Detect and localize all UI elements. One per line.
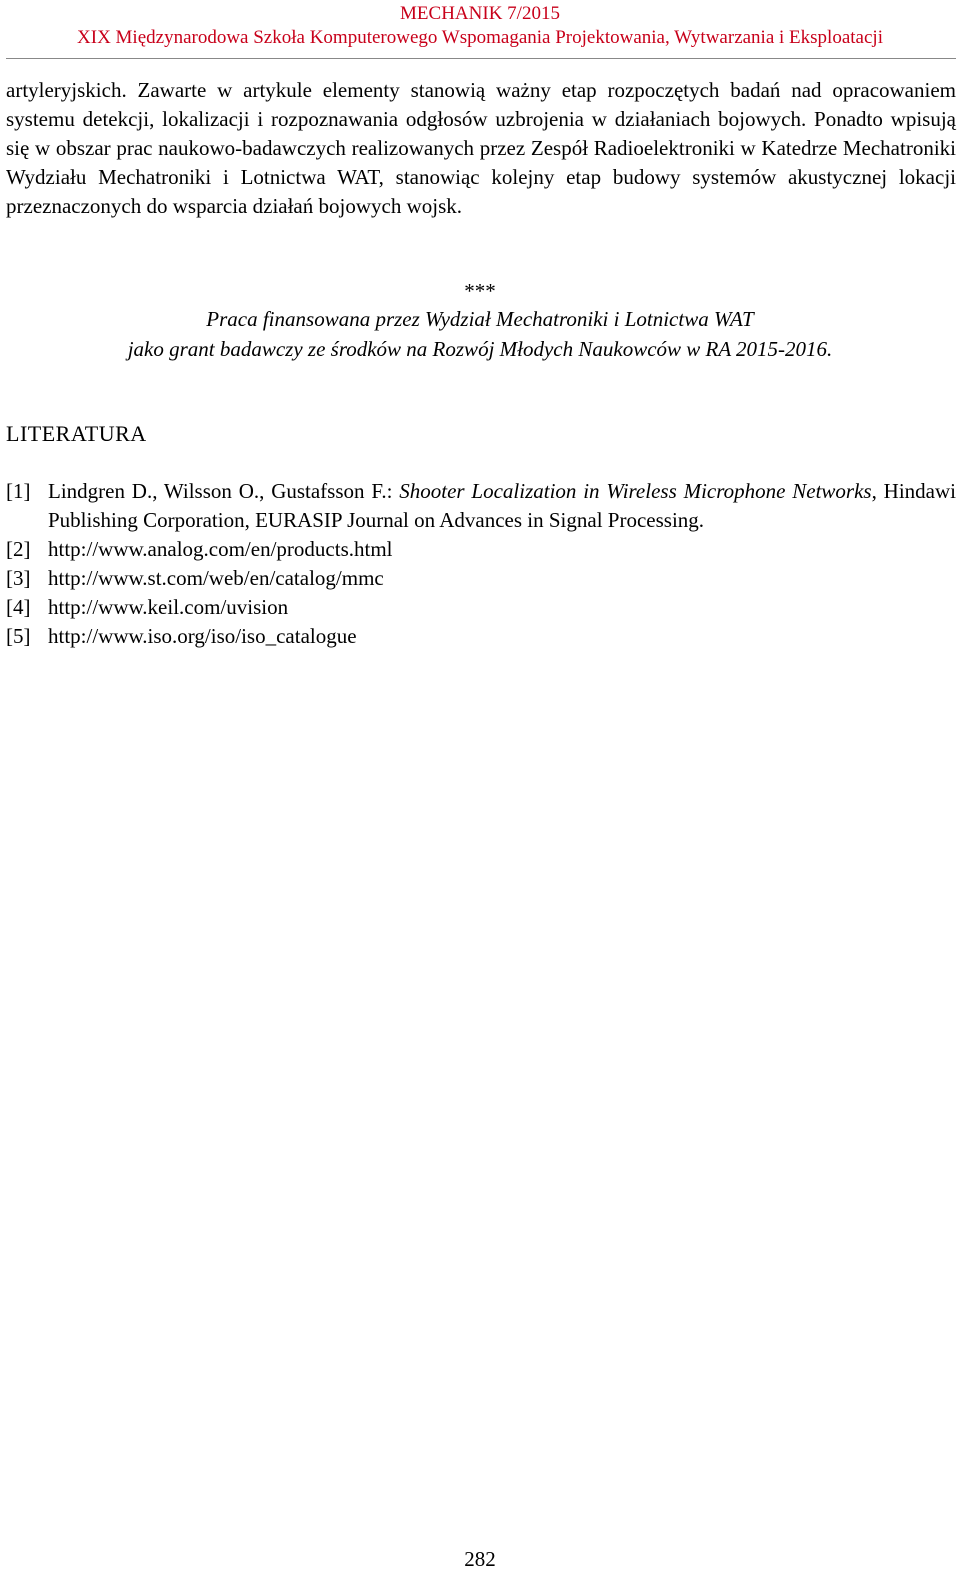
reference-authors: Lindgren D., Wilsson O., Gustafsson F.:: [48, 479, 400, 503]
reference-number: [3]: [6, 566, 31, 590]
journal-issue: MECHANIK 7/2015: [400, 3, 560, 24]
reference-item: [6, 593, 956, 622]
funding-line-1: Praca finansowana przez Wydział Mechatroniki i Lotnictwa WAT: [206, 307, 754, 331]
literature-heading: LITERATURA: [6, 421, 147, 446]
reference-item: [6, 564, 956, 593]
reference-link: http://www.keil.com/uvision: [48, 595, 289, 619]
reference-number: [1]: [6, 479, 31, 503]
header-divider: [6, 58, 956, 59]
reference-item: [6, 622, 956, 651]
reference-link: http://www.analog.com/en/products.html: [48, 537, 393, 561]
funding-line-2: jako grant badawczy ze środków na Rozwój Młodych Naukowców w RA 2015-2016.: [127, 337, 833, 361]
reference-number: [4]: [6, 595, 31, 619]
reference-list: [6, 477, 956, 651]
reference-publisher: , Hindawi Publishing Corporation, EURASIP Journal on Advances in Signal Processing.: [48, 479, 956, 532]
funding-note: [0, 304, 960, 364]
reference-link: http://www.st.com/web/en/catalog/mmc: [48, 566, 384, 590]
reference-item: [6, 535, 956, 564]
reference-number: [5]: [6, 624, 31, 648]
conference-name: XIX Międzynarodowa Szkoła Komputerowego Wspomagania Projektowania, Wytwarzania i Eksploatacji: [77, 27, 883, 48]
page-number: 282: [464, 1547, 496, 1571]
reference-title: Shooter Localization in Wireless Microphone Networks: [399, 479, 872, 503]
reference-text: [48, 477, 956, 535]
reference-number: [2]: [6, 537, 31, 561]
reference-item: [6, 477, 956, 535]
reference-link: http://www.iso.org/iso/iso_catalogue: [48, 624, 357, 648]
page-header: [0, 2, 960, 50]
body-paragraph: artyleryjskich. Zawarte w artykule elementy stanowią ważny etap rozpoczętych badań nad opracowaniem systemu detekcji, lokalizacji i rozpoznawania odgłosów uzbrojenia w działaniach bojowych. Ponadto wpisują się w obszar prac naukowo-badawczych realizowanych przez Zespół Radioelektroniki w Katedrze Mechatroniki Wydziału Mechatroniki i Lotnictwa WAT, stanowiąc kolejny etap budowy systemów akustycznej lokacji przeznaczonych do wsparcia działań bojowych wojsk.: [6, 78, 956, 218]
section-separator: ***: [464, 279, 496, 303]
